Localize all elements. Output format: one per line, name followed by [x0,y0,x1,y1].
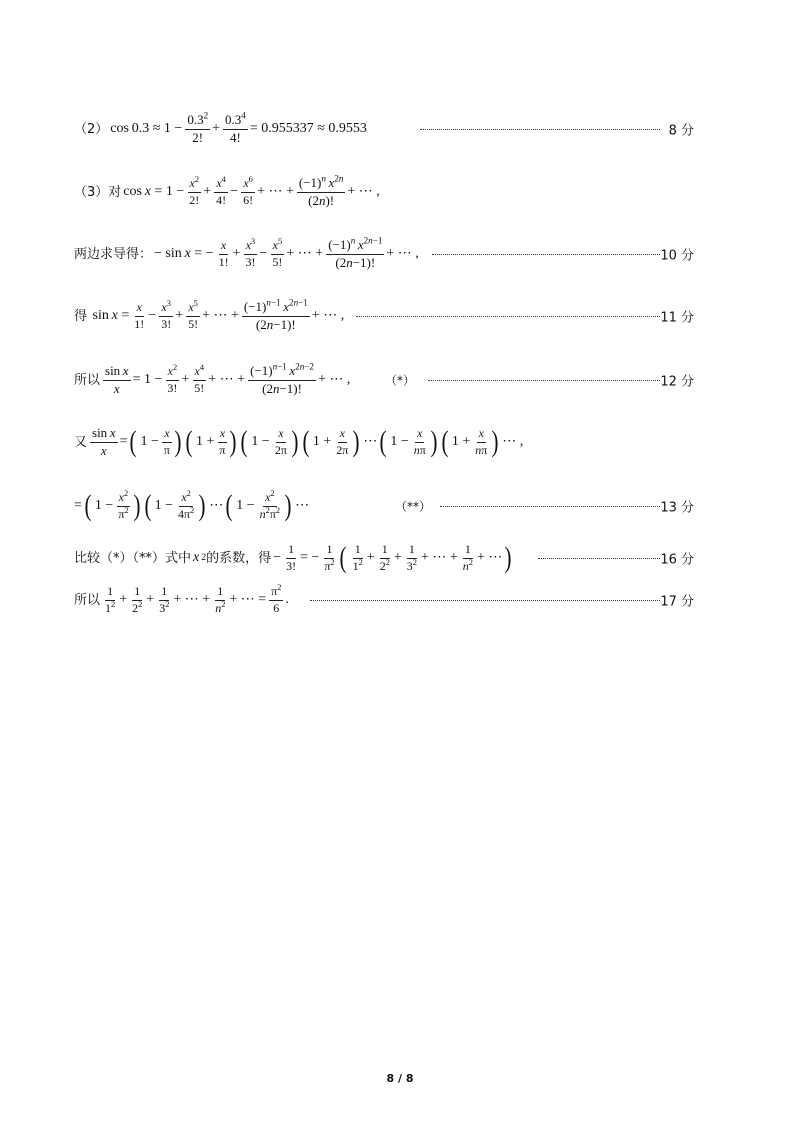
equation-cos-approx: （2） cos 0.3 ≈ 1 − $\frac{0.3^2}{2!}$ + $\frac{0.3^4}{4!}$ = 0.955337 ≈ 0.9553 [74,110,367,145]
leader-dots [432,254,660,255]
equation-sin-series: 得 sin x = $\frac{x}{1!}$ − $\frac{x^3}{3!}$ + $\frac{x^5}{5!}$ + ⋯ + $\frac{(-1)^{n-1} x^{2n-1}}{(2n-1)!}$ + ⋯ , [74,297,345,332]
leader-dots [428,380,660,381]
solution-line-product [0,422,800,462]
leader-dots [310,600,660,601]
equation-product-squared: = ( 1 − $\frac{x^2}{\pi^2}$ ) ( 1 − $\frac{x^2}{4\pi^2}$ ) ⋯ ( 1 − $\frac{x^2}{n^2\pi^2}$ ) ⋯ [74,488,310,522]
line-prefix: 得 [74,308,88,324]
solution-line-sinx-over-x [0,360,800,400]
equation-compare-coefficients: 比较（*）（**）式中 x 2 的系数，得 − $\frac{1}{3!}$ = − $\frac{1}{\pi^2}$ ( $\frac{1}{1^2}$ + $\frac{1}{2^2}$ + $\frac{1}{3^2}$ + ⋯ + $\frac{1}{n^2}$ + ⋯ ) [74,541,512,574]
page-number: 8 / 8 [386,1072,414,1085]
solution-line-3 [0,172,800,212]
score-label: 8 分 [668,123,694,139]
score-label: 12 分 [660,374,694,390]
score-label: 16 分 [660,552,694,568]
equation-mark: （**） [395,499,432,514]
solution-line-product-squared [0,486,800,526]
equation-basel-result: 所以 $\frac{1}{1^2}$ + $\frac{1}{2^2}$ + $\frac{1}{3^2}$ + ⋯ + $\frac{1}{n^2}$ + ⋯ = $\frac{\pi^2}{6}$ . [74,582,289,615]
line-prefix: 又 [74,434,88,450]
solution-line-2 [0,109,800,149]
score-label: 10 分 [660,248,694,264]
line-prefix: 两边求导得： [74,246,153,262]
line-prefix: 比较（*）（**）式中 [74,550,192,566]
leader-dots [420,129,660,130]
solution-line-derivative [0,234,800,274]
score-label: 13 分 [660,500,694,516]
score-label: 17 分 [660,594,694,610]
line-prefix: 所以 [74,372,101,388]
solution-line-compare [0,538,800,578]
line-prefix: （3）对 [74,184,122,200]
solution-line-result [0,580,800,620]
leader-dots [356,316,660,317]
line-prefix: 所以 [74,592,101,608]
equation-derivative: 两边求导得： − sin x = − $\frac{x}{1!}$ + $\frac{x^3}{3!}$ − $\frac{x^5}{5!}$ + ⋯ + $\frac{(-1)^n x^{2n-1}}{(2n-1)!}$ + ⋯ , [74,235,419,270]
equation-sinx-over-x: 所以 $\frac{\text{sin x}}{x}$ = 1 − $\frac{x^2}{3!}$ + $\frac{x^4}{5!}$ + ⋯ + $\frac{(-1)^{n-1} x^{2n-2}}{(2n-1)!}$ + ⋯ , [74,361,351,396]
equation-mark: （*） [385,373,416,388]
equation-cos-series: （3）对 cos x = 1 − $\frac{x^2}{2!}$ + $\frac{x^4}{4!}$ − $\frac{x^6}{6!}$ + ⋯ + $\frac{(-1)^n x^{2n}}{(2n)!}$ + ⋯ , [74,173,380,208]
leader-dots [538,558,660,559]
leader-dots [440,506,660,507]
solution-line-sin [0,296,800,336]
line-middle: 的系数，得 [206,550,272,566]
score-label: 11 分 [660,310,694,326]
equation-infinite-product: 又 $\frac{\text{sin x}}{x}$ = ( 1 − $\frac{x}{\pi}$ ) ( 1 + $\frac{x}{\pi}$ ) ( 1 − $\frac{x}{2\pi}$ ) ( 1 + $\frac{x}{2\pi}$ ) ⋯ ( 1 − $\frac{x}{n\pi}$ ) ( 1 + $\frac{x}{n\pi}$ ) ⋯ , [74,424,524,458]
